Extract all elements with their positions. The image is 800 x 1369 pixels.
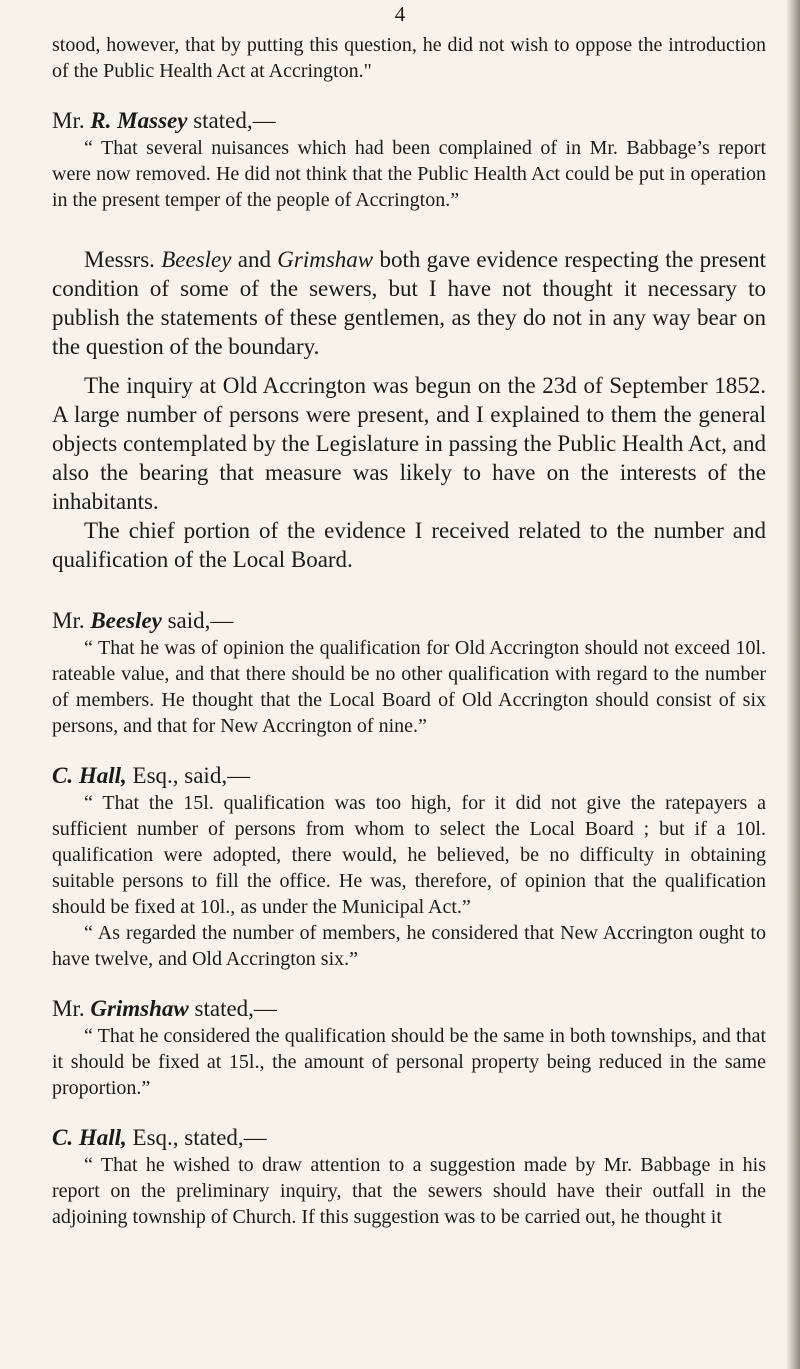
speaker-name: Grimshaw [90, 996, 189, 1021]
speaker-heading-beesley: Mr. Beesley said,— [52, 608, 234, 633]
quote-beesley: “ That he was of opinion the qualification for Old Accrington should not exceed 10l. rateable value, and that there should be no other qualification with regard to the number of members. He thought that the Local Board of Old Accrington should consist of six persons, and that for New Accrington of nine.” [52, 637, 766, 737]
speaker-verb: said,— [161, 608, 234, 633]
speaker-verb: stated,— [188, 996, 277, 1021]
document-body [52, 32, 766, 1230]
page-edge-shadow [786, 0, 800, 1369]
speaker-verb: Esq., said,— [126, 763, 251, 788]
speaker-heading-hall-2 [52, 1123, 766, 1152]
page-number: 4 [394, 2, 406, 26]
witness-name-beesley: Beesley [161, 247, 232, 272]
speaker-name: R. Massey [90, 108, 188, 133]
paragraph-continuation: stood, however, that by putting this question, he did not wish to oppose the introduction of the Public Health Act at Accrington." [52, 34, 766, 82]
speaker-heading-massey: Mr. R. Massey stated,— [52, 108, 276, 133]
speaker-name: C. Hall, [52, 763, 127, 788]
speaker-verb: Esq., stated,— [126, 1125, 267, 1150]
quote-massey: “ That several nuisances which had been complained of in Mr. Babbage’s report were now removed. He did not think that the Public Health Act could be put in operation in the present temper of the people of Accrington.” [52, 137, 766, 211]
speaker-heading-grimshaw: Mr. Grimshaw stated,— [52, 996, 277, 1021]
quote-hall-outfall: “ That he wished to draw attention to a suggestion made by Mr. Babbage in his report on the preliminary inquiry, that the sewers should have their outfall in the adjoining township of Church. If this suggestion was to be carried out, he thought it [52, 1154, 766, 1228]
speaker-name: Beesley [90, 608, 162, 633]
paragraph-witnesses: Messrs. Beesley and Grimshaw both gave evidence respecting the present condition of some of the sewers, but I have not thought it necessary to publish the statements of these gentlemen, as they do not in any way bear on the question of the boundary. [52, 247, 767, 359]
speaker-name: C. Hall, [52, 1125, 127, 1150]
paragraph-evidence: The chief portion of the evidence I received related to the number and qualification of the Local Board. [52, 518, 766, 572]
paragraph-inquiry: The inquiry at Old Accrington was begun on the 23d of September 1852. A large number of persons were present, and I explained to them the general objects contemplated by the Legislature in passing the Public Health Act, and also the bearing that measure was likely to have on the interests of the inhabitants. [52, 373, 766, 514]
speaker-heading-hall [52, 761, 766, 790]
witness-name-grimshaw: Grimshaw [277, 247, 374, 272]
quote-hall-qualification: “ That the 15l. qualification was too high, for it did not give the ratepayers a sufficient number of persons from whom to select the Local Board ; but if a 10l. qualification were adopted, there would, he believed, be no difficulty in obtaining suitable persons to fill the office. He was, therefore, of opinion that the qualification should be fixed at 10l., as under the Municipal Act.” [52, 792, 766, 918]
quote-hall-members: “ As regarded the number of members, he considered that New Accrington ought to have twelve, and Old Accrington six.” [52, 922, 766, 970]
speaker-verb: stated,— [187, 108, 276, 133]
quote-grimshaw: “ That he considered the qualification should be the same in both townships, and that it should be fixed at 15l., the amount of personal property being reduced in the same proportion.” [52, 1025, 766, 1099]
